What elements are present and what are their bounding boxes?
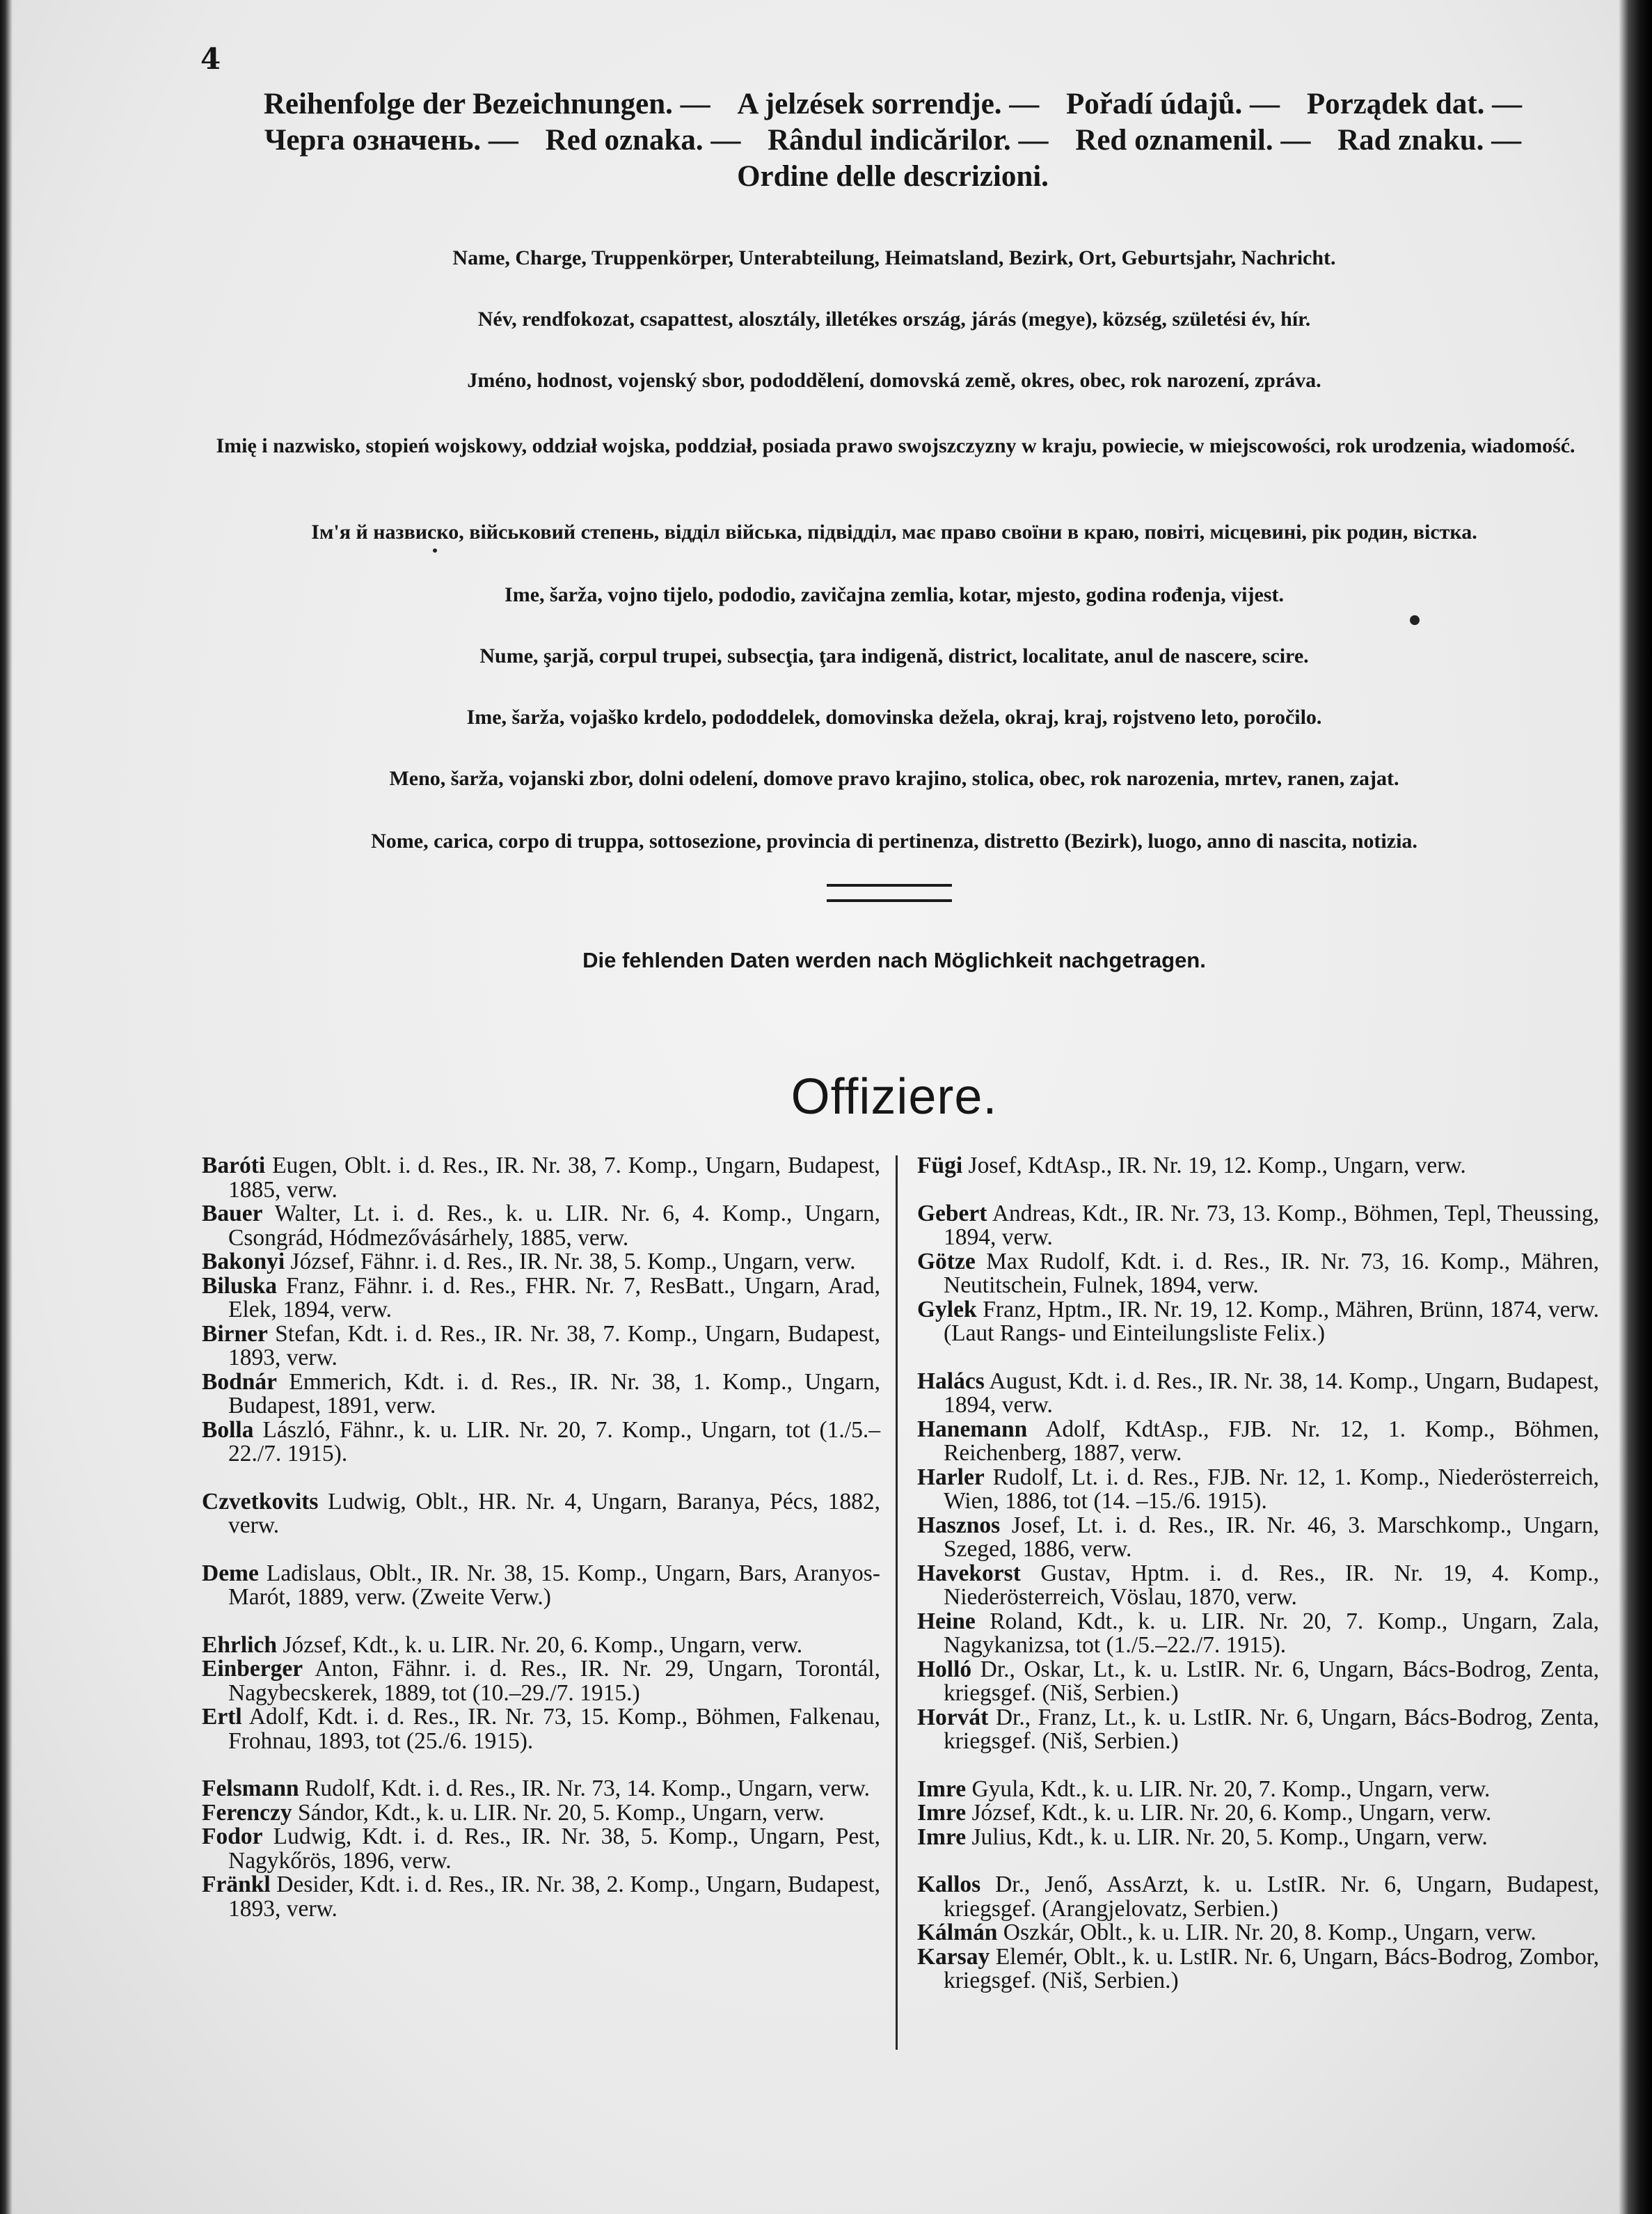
description-hungarian: Név, rendfokozat, csapattest, alosztály, illetékes ország, járás (megye), község, születési év, hír. [477,308,1311,331]
officer-details: August, Kdt. i. d. Res., IR. Nr. 38, 14. Komp., Ungarn, Budapest, 1894, verw. [944,1368,1599,1418]
officer-entry [202,1825,880,1873]
officer-surname: Bakonyi [202,1249,285,1274]
page-number: 4 [200,42,221,76]
entry-gap [202,1466,880,1490]
ink-spot [1410,615,1420,625]
officer-details: Adolf, KdtAsp., FJB. Nr. 12, 1. Komp., Böhmen, Reichenberg, 1887, verw. [944,1416,1599,1466]
description-slovenian: Ime, šarža, vojaško krdelo, pododdelek, domovinska dežela, okraj, kraj, rojstveno leto, poročilo. [466,706,1322,729]
order-text: Pořadí údajů. — [1066,88,1280,120]
officer-surname: Holló [917,1656,972,1682]
officer-entry [202,1274,880,1322]
ink-spot [433,548,437,553]
officer-details: Julius, Kdt., k. u. LIR. Nr. 20, 5. Komp., Ungarn, verw. [966,1824,1488,1850]
section-heading: Offiziere. [791,1069,998,1125]
officer-surname: Ferenczy [202,1799,292,1826]
officer-surname: Imre [917,1776,967,1802]
description-croatian: Ime, šarža, vojno tijelo, pododio, zavičajna zemlia, kotar, mjesto, godina rođenja, vijest. [505,583,1284,606]
officer-details: Gyula, Kdt., k. u. LIR. Nr. 20, 7. Komp., Ungarn, verw. [966,1776,1491,1802]
order-text: Porządek dat. — [1306,88,1523,120]
officer-surname: Hasznos [917,1512,1001,1538]
order-line-2 [200,122,1585,159]
officer-entry [917,1514,1599,1562]
officer-entry [917,1298,1599,1346]
officer-details: Rudolf, Lt. i. d. Res., FJB. Nr. 12, 1. Komp., Niederösterreich, Wien, 1886, tot (14. –15./6. 1915). [944,1464,1599,1514]
officer-list-right [917,1154,1599,1993]
order-text: Rad znaku. — [1337,124,1522,157]
officer-entry [202,1490,880,1538]
officer-entry [917,1873,1599,1921]
officer-details: Josef, Lt. i. d. Res., IR. Nr. 46, 3. Marschkomp., Ungarn, Szeged, 1886, verw. [944,1512,1599,1562]
order-text: Red oznamenil. — [1075,124,1311,157]
officer-entry [202,1631,880,1658]
officer-details: Stefan, Kdt. i. d. Res., IR. Nr. 38, 7. Komp., Ungarn, Budapest, 1893, verw. [228,1320,880,1370]
officer-surname: Czvetkovits [202,1488,319,1515]
officer-surname: Gebert [917,1200,987,1226]
officer-details: Elemér, Oblt., k. u. LstIR. Nr. 6, Ungarn, Bács-Bodrog, Zombor, kriegsgef. (Niš, Serbien.) [944,1943,1599,1993]
officer-surname: Biluska [202,1272,278,1299]
officer-entry [202,1250,880,1274]
entry-gap [917,1178,1599,1202]
officer-entry [202,1154,880,1202]
officer-entry [202,1657,880,1705]
order-text: Черга означень. — [264,124,518,157]
officer-entry [917,1801,1599,1826]
description-italian: Nome, carica, corpo di truppa, sottosezione, provincia di pertinenza, distretto (Bezirk), luogo, anno di nascita, notizia. [371,830,1417,853]
officer-surname: Fränkl [202,1872,271,1897]
separator-rule [827,899,952,902]
officer-surname: Kálmán [917,1920,998,1945]
officer-surname: Bodnár [202,1368,277,1395]
description-romanian: Nume, şarjă, corpul trupei, subsecţia, ţara indigenă, district, localitate, anul de nascere, scire. [479,645,1309,667]
officer-entry [202,1370,880,1418]
officer-surname: Halács [917,1368,985,1394]
entry-gap [917,1346,1599,1370]
officer-entry [917,1250,1599,1298]
description-ruthenian: Ім'я й назвиско, військовий степень, відділ війська, підвідділ, має право своїни в краю, повіті, місцевині, рік родин, вістка. [311,521,1477,544]
officer-details: József, Kdt., k. u. LIR. Nr. 20, 6. Komp., Ungarn, verw. [276,1631,803,1658]
officer-details: Ladislaus, Oblt., IR. Nr. 38, 15. Komp., Ungarn, Bars, Aranyos-Marót, 1889, verw. (Zweite Verw.) [228,1560,880,1610]
officer-details: Dr., Oskar, Lt., k. u. LstIR. Nr. 6, Ungarn, Bács-Bodrog, Zenta, kriegsgef. (Niš, Serbien.) [944,1656,1599,1706]
entry-gap [202,1538,880,1562]
officer-entry [917,1562,1599,1610]
officer-details: Max Rudolf, Kdt. i. d. Res., IR. Nr. 73, 16. Komp., Mähren, Neutitschein, Fulnek, 1894, verw. [944,1248,1599,1298]
officer-surname: Bauer [202,1201,263,1226]
order-text: Ordine delle descrizioni. [737,160,1049,193]
officer-entry [917,1370,1599,1418]
officer-details: Dr., Jenő, AssArzt, k. u. LstIR. Nr. 6, Ungarn, Budapest, kriegsgef. (Arangjelovatz, Serbien.) [944,1872,1599,1922]
description-slovak: Meno, šarža, vojanski zbor, dolni odelení, domove pravo krajino, stolica, obec, rok narozenia, mrtev, ranen, zajat. [389,767,1399,790]
officer-details: Roland, Kdt., k. u. LIR. Nr. 20, 7. Komp., Ungarn, Zala, Nagykanizsa, tot (1./5.–22./7. 1915). [944,1608,1599,1658]
officer-surname: Imre [917,1800,967,1826]
order-of-designations [200,86,1585,195]
officer-surname: Birner [202,1320,268,1347]
officer-surname: Fügi [917,1153,963,1178]
officer-surname: Harler [917,1464,985,1490]
description-german: Name, Charge, Truppenkörper, Unterabteilung, Heimatsland, Bezirk, Ort, Geburtsjahr, Nachricht. [452,246,1336,269]
order-line-1 [200,86,1585,122]
officer-entry [202,1801,880,1826]
officer-details: Franz, Fähnr. i. d. Res., FHR. Nr. 7, ResBatt., Ungarn, Arad, Elek, 1894, verw. [228,1272,880,1322]
officer-details: József, Kdt., k. u. LIR. Nr. 20, 6. Komp., Ungarn, verw. [966,1800,1492,1826]
officer-entry [202,1322,880,1370]
officer-entry [917,1921,1599,1945]
officer-entry [917,1778,1599,1802]
officer-entry [917,1466,1599,1514]
officer-surname: Bolla [202,1416,254,1443]
officer-entry [202,1777,880,1801]
order-text: Rândul indicărilor. — [768,124,1049,157]
officer-details: Andreas, Kdt., IR. Nr. 73, 13. Komp., Böhmen, Tepl, Theussing, 1894, verw. [944,1200,1599,1250]
officer-entry [917,1418,1599,1466]
officer-details: József, Fähnr. i. d. Res., IR. Nr. 38, 5. Komp., Ungarn, verw. [285,1249,856,1274]
officer-details: László, Fähnr., k. u. LIR. Nr. 20, 7. Komp., Ungarn, tot (1./5.–22./7. 1915). [228,1416,880,1466]
entry-gap [917,1754,1599,1778]
entry-gap [202,1753,880,1777]
officer-surname: Kallos [917,1872,981,1897]
officer-details: Walter, Lt. i. d. Res., k. u. LIR. Nr. 6, 4. Komp., Ungarn, Csongrád, Hódmezővásárhely, 1885, verw. [228,1201,880,1251]
officer-surname: Götze [917,1248,976,1274]
officer-surname: Ehrlich [202,1631,277,1658]
officer-entry [202,1202,880,1250]
officer-surname: Ertl [202,1704,242,1730]
officer-entry [917,1202,1599,1250]
entry-gap [917,1849,1599,1873]
scan-edge-left [0,0,13,2214]
officer-entry [917,1154,1599,1178]
officer-details: Emmerich, Kdt. i. d. Res., IR. Nr. 38, 1. Komp., Ungarn, Budapest, 1891, verw. [228,1368,880,1418]
officer-details: Rudolf, Kdt. i. d. Res., IR. Nr. 73, 14. Komp., Ungarn, verw. [299,1776,870,1801]
officer-entry [202,1418,880,1466]
officer-entry [917,1945,1599,1993]
order-text: Red oznaka. — [545,124,741,157]
officer-entry [917,1610,1599,1658]
officer-details: Adolf, Kdt. i. d. Res., IR. Nr. 73, 15. Komp., Böhmen, Falkenau, Frohnau, 1893, tot (25./6. 1915). [228,1704,880,1754]
officer-details: Dr., Franz, Lt., k. u. LstIR. Nr. 6, Ungarn, Bács-Bodrog, Zenta, kriegsgef. (Niš, Serbien.) [944,1704,1599,1754]
officer-details: Eugen, Oblt. i. d. Res., IR. Nr. 38, 7. Komp., Ungarn, Budapest, 1885, verw. [228,1153,880,1203]
officer-surname: Deme [202,1560,259,1586]
officer-details: Anton, Fähnr. i. d. Res., IR. Nr. 29, Ungarn, Torontál, Nagybecskerek, 1889, tot (10.–29./7. 1915.) [228,1656,880,1706]
officer-surname: Fodor [202,1824,263,1849]
officer-entry [917,1826,1599,1850]
officer-entry [917,1658,1599,1706]
entry-gap [202,1610,880,1634]
officer-list-left [202,1154,880,1921]
officer-entry [202,1705,880,1753]
description-polish: Imię i nazwisko, stopień wojskowy, oddział wojska, poddział, posiada prawo swojszczyzny w kraju, powiecie, w miejscowości, rok urodzenia, wiadomość. [216,434,1575,457]
officer-details: Franz, Hptm., IR. Nr. 19, 12. Komp., Mähren, Brünn, 1874, verw. (Laut Rangs- und Einteilungsliste Felix.) [944,1296,1599,1346]
officer-details: Desider, Kdt. i. d. Res., IR. Nr. 38, 2. Komp., Ungarn, Budapest, 1893, verw. [228,1872,880,1922]
description-czech: Jméno, hodnost, vojenský sbor, pododdělení, domovská země, okres, obec, rok narození, zpráva. [467,369,1321,392]
officer-surname: Einberger [202,1656,303,1682]
scan-edge-right [1619,0,1652,2214]
officer-surname: Baróti [202,1153,266,1178]
column-divider [896,1155,898,2050]
officer-details: Oszkár, Oblt., k. u. LIR. Nr. 20, 8. Komp., Ungarn, verw. [997,1920,1536,1945]
officer-details: Ludwig, Oblt., HR. Nr. 4, Ungarn, Baranya, Pécs, 1882, verw. [228,1488,880,1538]
missing-data-note: Die fehlenden Daten werden nach Möglichkeit nachgetragen. [582,948,1206,972]
officer-surname: Imre [917,1824,967,1850]
officer-details: Sándor, Kdt., k. u. LIR. Nr. 20, 5. Komp., Ungarn, verw. [292,1799,825,1826]
officer-details: Ludwig, Kdt. i. d. Res., IR. Nr. 38, 5. Komp., Ungarn, Pest, Nagykőrös, 1896, verw. [228,1824,880,1874]
officer-entry [917,1706,1599,1754]
officer-entry [202,1562,880,1610]
officer-details: Josef, KdtAsp., IR. Nr. 19, 12. Komp., Ungarn, verw. [962,1153,1466,1178]
order-text: A jelzések sorrendje. — [737,88,1040,120]
officer-details: Gustav, Hptm. i. d. Res., IR. Nr. 19, 4. Komp., Niederösterreich, Vöslau, 1870, verw. [944,1560,1599,1610]
order-text: Reihenfolge der Bezeichnungen. — [263,88,710,120]
officer-surname: Felsmann [202,1776,299,1801]
officer-surname: Heine [917,1608,976,1634]
officer-surname: Horvát [917,1704,989,1730]
order-line-3 [200,159,1585,195]
separator-rule [827,884,952,887]
officer-surname: Hanemann [917,1416,1028,1442]
officer-surname: Karsay [917,1943,990,1970]
officer-surname: Gylek [917,1296,977,1322]
officer-entry [202,1873,880,1921]
officer-surname: Havekorst [917,1560,1021,1586]
